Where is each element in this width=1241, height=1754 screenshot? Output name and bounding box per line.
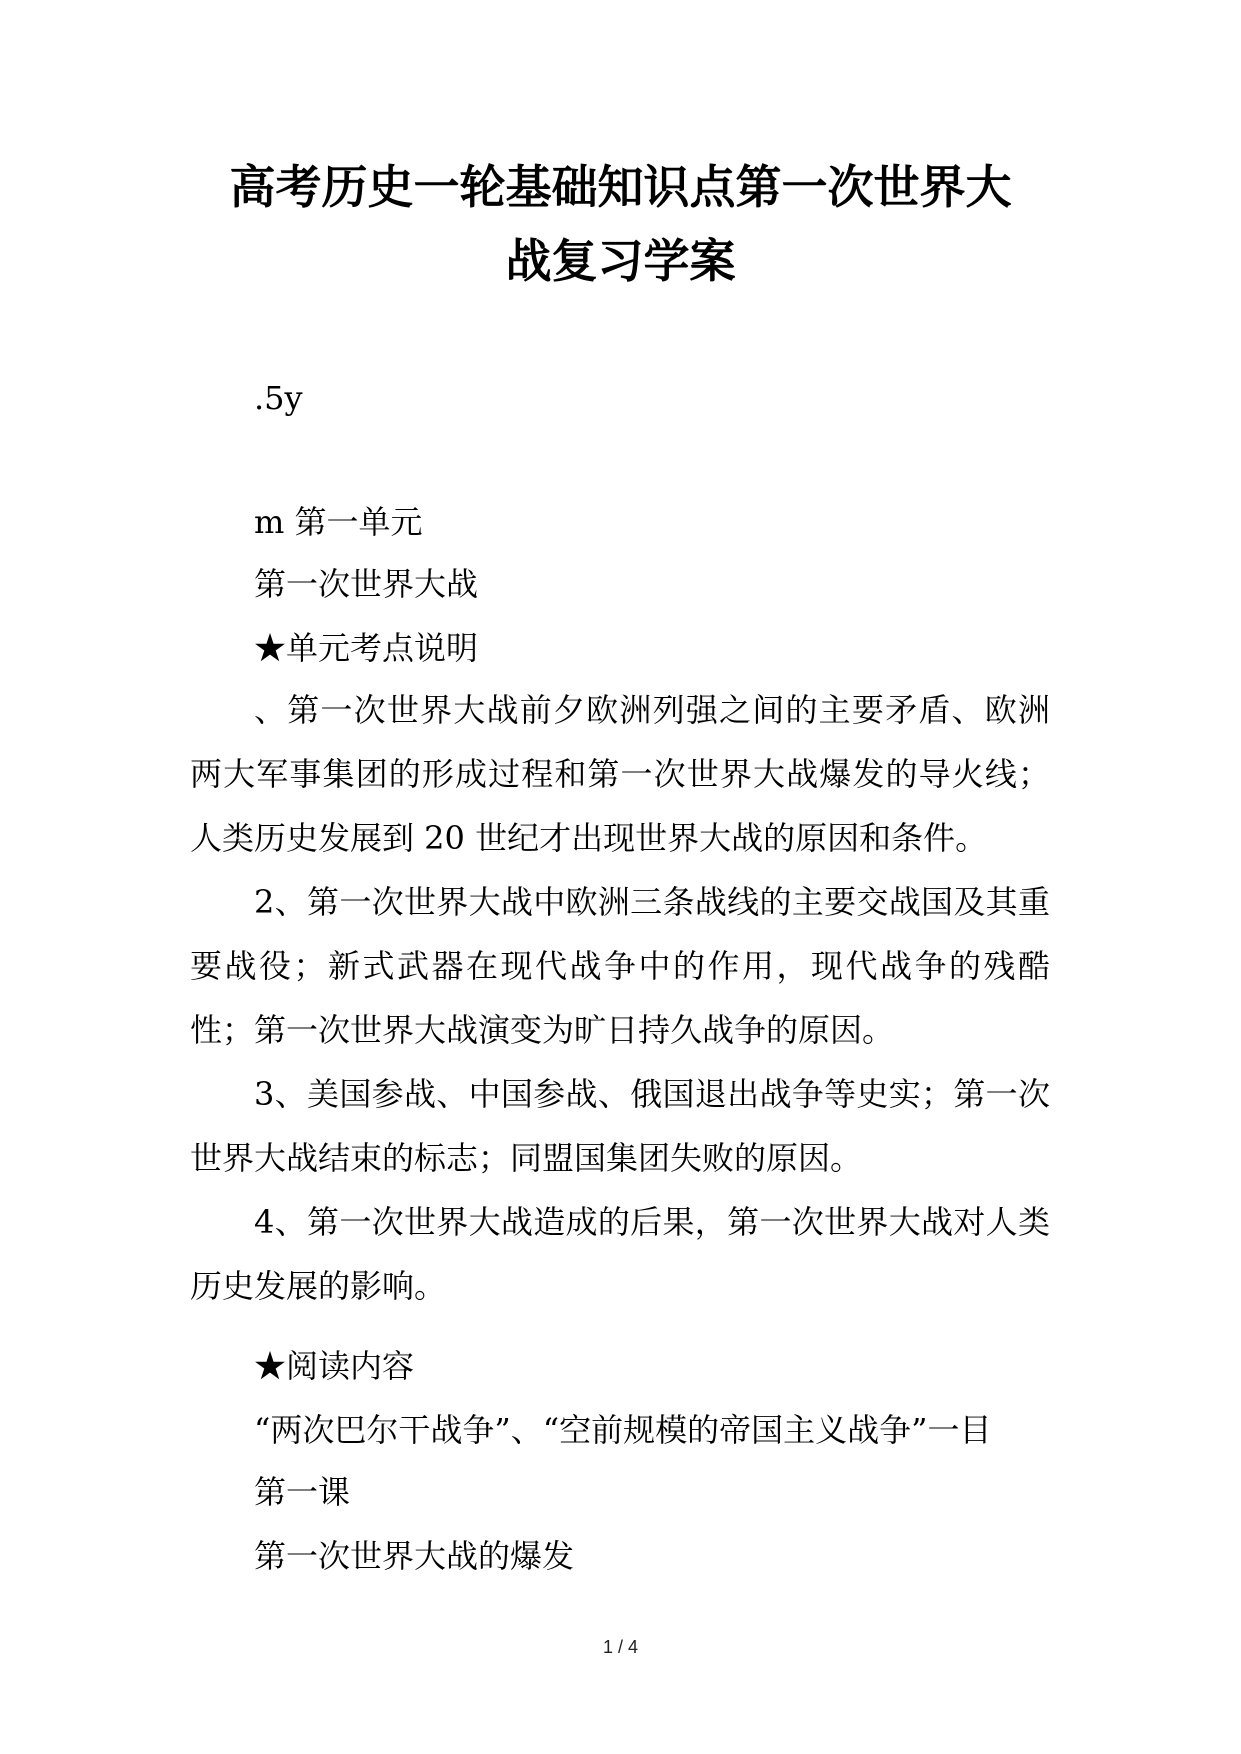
lesson-title: 第一次世界大战的爆发	[254, 1537, 575, 1575]
exam-point-3: 3、美国参战、中国参战、俄国退出战争等史实；第一次世界大战结束的标志；同盟国集团失败的原因。	[190, 1075, 1050, 1177]
reading-range: “两次巴尔干战争”、“空前规模的帝国主义战争”一目	[254, 1411, 992, 1449]
section-heading-reading: ★阅读内容	[254, 1347, 415, 1385]
document-title	[150, 150, 1091, 298]
unit-title: 第一次世界大战	[254, 565, 479, 603]
title-line-1: 高考历史一轮基础知识点第一次世界大	[229, 160, 1012, 214]
exam-point-4: 4、第一次世界大战造成的后果，第一次世界大战对人类历史发展的影响。	[190, 1203, 1050, 1305]
page-number: 1 / 4	[602, 1637, 639, 1657]
title-line-2: 战复习学案	[505, 234, 736, 288]
lesson-number: 第一课	[254, 1473, 351, 1511]
unit-heading: m 第一单元	[254, 503, 423, 541]
section-heading-exam-points: ★单元考点说明	[254, 629, 479, 667]
stray-text: .5y	[254, 379, 303, 417]
exam-point-1: 、第一次世界大战前夕欧洲列强之间的主要矛盾、欧洲两大军事集团的形成过程和第一次世界大战爆发的导火线；人类历史发展到 20 世纪才出现世界大战的原因和条件。	[190, 691, 1050, 857]
exam-point-2: 2、第一次世界大战中欧洲三条战线的主要交战国及其重要战役；新式武器在现代战争中的作用，现代战争的残酷性；第一次世界大战演变为旷日持久战争的原因。	[190, 883, 1050, 1049]
